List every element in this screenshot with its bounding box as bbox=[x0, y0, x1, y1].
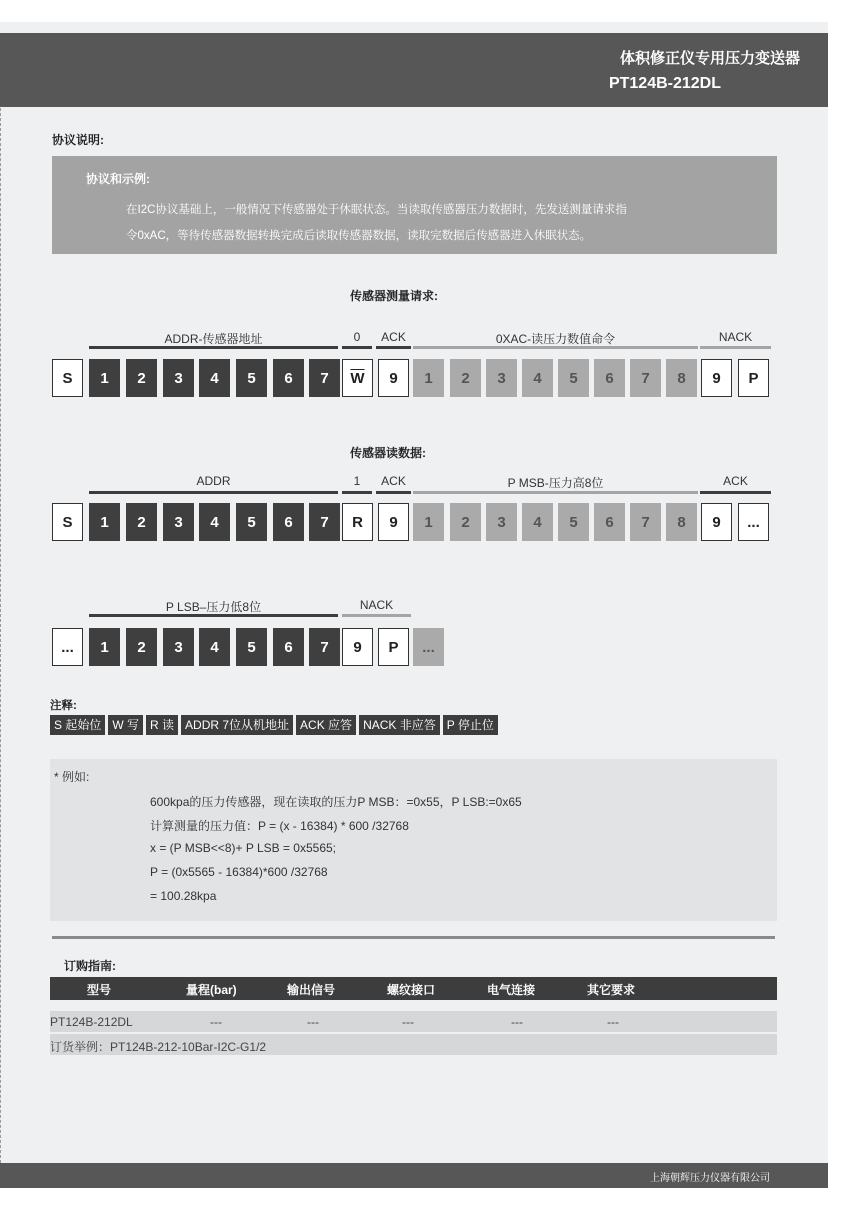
d2-cell-10: 1 bbox=[413, 503, 444, 541]
d1-cell-7: 7 bbox=[309, 359, 340, 397]
col-header-thread: 螺纹接口 bbox=[387, 983, 436, 997]
diagram2-title: 传感器读数据: bbox=[350, 446, 426, 460]
d3-cell-9: P bbox=[378, 628, 409, 666]
protocol-text-line-1: 在I2C协议基础上，一般情况下传感器处于休眠状态。当读取传感器压力数据时，先发送测量请求指 bbox=[126, 204, 627, 216]
legend-nack: NACK 非应答 bbox=[359, 715, 440, 735]
d1-cell-18: 9 bbox=[701, 359, 732, 397]
d1-cell-10: 1 bbox=[413, 359, 444, 397]
d1-cell-3: 3 bbox=[163, 359, 194, 397]
d2-cell-7: 7 bbox=[309, 503, 340, 541]
col-header-output: 输出信号 bbox=[287, 983, 336, 997]
d1-cell-8: $\overline{W}$ bbox=[342, 359, 373, 397]
d3-cell-2: 2 bbox=[126, 628, 157, 666]
d2-bar-one bbox=[342, 491, 372, 494]
d1-cell-0: S bbox=[52, 359, 83, 397]
d2-cell-2: 2 bbox=[126, 503, 157, 541]
d2-cell-11: 2 bbox=[450, 503, 481, 541]
col-header-electrical: 电气连接 bbox=[487, 983, 536, 997]
d2-label-ack2: ACK bbox=[723, 474, 748, 488]
example-line-2: 计算测量的压力值：P = (x - 16384) * 600 /32768 bbox=[150, 819, 409, 833]
d1-label-zero: 0 bbox=[353, 330, 361, 344]
d3-cell-1: 1 bbox=[89, 628, 120, 666]
d2-label-addr: ADDR bbox=[196, 474, 231, 488]
d1-cell-2: 2 bbox=[126, 359, 157, 397]
example-line-1: 600kpa的压力传感器，现在读取的压力P MSB：=0x55，P LSB:=0x65 bbox=[150, 795, 522, 809]
d3-cell-6: 6 bbox=[273, 628, 304, 666]
d1-cell-4: 4 bbox=[199, 359, 230, 397]
legend-ack: ACK 应答 bbox=[296, 715, 356, 735]
header-bar bbox=[0, 33, 828, 107]
d2-cell-17: 8 bbox=[666, 503, 697, 541]
legend-read: R 读 bbox=[146, 715, 178, 735]
d2-cell-18: 9 bbox=[701, 503, 732, 541]
d1-bar-nack bbox=[700, 346, 771, 349]
d1-cell-17: 8 bbox=[666, 359, 697, 397]
d1-cell-9: 9 bbox=[378, 359, 409, 397]
legend-write: W 写 bbox=[108, 715, 143, 735]
example-label: * 例如: bbox=[54, 770, 90, 784]
model-title: PT124B-212DL bbox=[608, 75, 721, 92]
d3-bar-lsb bbox=[89, 614, 338, 617]
protocol-box bbox=[52, 156, 777, 254]
d3-cell-3: 3 bbox=[163, 628, 194, 666]
cell-output: --- bbox=[307, 1015, 319, 1029]
d2-cell-16: 7 bbox=[630, 503, 661, 541]
left-dashed-border bbox=[0, 108, 1, 1168]
d2-cell-6: 6 bbox=[273, 503, 304, 541]
d3-cell-7: 7 bbox=[309, 628, 340, 666]
d3-bar-nack bbox=[342, 614, 411, 617]
order-table-header bbox=[50, 977, 777, 1000]
d1-label-ack: ACK bbox=[381, 330, 406, 344]
d1-cell-15: 6 bbox=[594, 359, 625, 397]
cell-model: PT124B-212DL bbox=[50, 1015, 133, 1029]
cell-other: --- bbox=[607, 1015, 619, 1029]
d2-label-ack: ACK bbox=[381, 474, 406, 488]
d2-cell-1: 1 bbox=[89, 503, 120, 541]
section-divider bbox=[52, 936, 775, 939]
d3-label-nack: NACK bbox=[359, 598, 394, 612]
example-box bbox=[50, 759, 777, 921]
table-row bbox=[50, 1011, 777, 1032]
d1-label-cmd: 0XAC-读压力数值命令 bbox=[495, 332, 616, 346]
d1-cell-16: 7 bbox=[630, 359, 661, 397]
d1-label-nack: NACK bbox=[718, 330, 753, 344]
protocol-heading: 协议说明: bbox=[52, 133, 104, 147]
example-line-3: x = (P MSB<<8)+ P LSB = 0x5565; bbox=[150, 841, 337, 855]
col-header-other: 其它要求 bbox=[587, 983, 636, 997]
protocol-box-title: 协议和示例: bbox=[86, 172, 150, 186]
d2-bar-msb bbox=[413, 491, 698, 494]
notes-legend bbox=[50, 715, 498, 735]
d2-cell-12: 3 bbox=[486, 503, 517, 541]
order-example: 订货举例：PT124B-212-10Bar-I2C-G1/2 bbox=[50, 1040, 267, 1054]
d1-cell-13: 4 bbox=[522, 359, 553, 397]
protocol-text-line-2: 令0xAC，等待传感器数据转换完成后读取传感器数据，读取完数据后传感器进入休眠状态。 bbox=[126, 230, 592, 242]
d1-cell-5: 5 bbox=[236, 359, 267, 397]
d2-cell-9: 9 bbox=[378, 503, 409, 541]
footer-bar bbox=[0, 1163, 828, 1188]
d2-label-one: 1 bbox=[353, 474, 361, 488]
d2-bar-addr bbox=[89, 491, 338, 494]
d2-cell-13: 4 bbox=[522, 503, 553, 541]
page-title: 体积修正仪专用压力变送器 bbox=[619, 50, 800, 67]
d1-cell-1: 1 bbox=[89, 359, 120, 397]
d3-cell-0: ... bbox=[52, 628, 83, 666]
d1-bar-addr bbox=[89, 346, 338, 349]
d1-cell-11: 2 bbox=[450, 359, 481, 397]
order-heading: 订购指南: bbox=[64, 959, 116, 973]
company-name: 上海朝辉压力仪器有限公司 bbox=[650, 1173, 770, 1184]
d1-bar-cmd bbox=[413, 346, 698, 349]
d2-bar-ack bbox=[376, 491, 411, 494]
cell-electrical: --- bbox=[511, 1015, 523, 1029]
order-example-row bbox=[50, 1034, 777, 1055]
d1-cell-12: 3 bbox=[486, 359, 517, 397]
example-line-5: = 100.28kpa bbox=[150, 889, 217, 903]
legend-addr: ADDR 7位从机地址 bbox=[181, 715, 293, 735]
col-header-model: 型号 bbox=[87, 983, 112, 997]
cell-range: --- bbox=[210, 1015, 222, 1029]
legend-start: S 起始位 bbox=[50, 715, 105, 735]
d1-bar-zero bbox=[342, 346, 372, 349]
d2-bar-ack2 bbox=[700, 491, 771, 494]
d2-cell-0: S bbox=[52, 503, 83, 541]
d1-cell-6: 6 bbox=[273, 359, 304, 397]
d2-cell-5: 5 bbox=[236, 503, 267, 541]
d3-cell-4: 4 bbox=[199, 628, 230, 666]
d3-label-lsb: P LSB–压力低8位 bbox=[165, 600, 262, 614]
example-line-4: P = (0x5565 - 16384)*600 /32768 bbox=[150, 865, 328, 879]
d2-cell-15: 6 bbox=[594, 503, 625, 541]
d3-cell-10: ... bbox=[413, 628, 444, 666]
d1-cell-19: P bbox=[738, 359, 769, 397]
d3-cell-5: 5 bbox=[236, 628, 267, 666]
d2-cell-8: R bbox=[342, 503, 373, 541]
cell-thread: --- bbox=[402, 1015, 414, 1029]
d2-cell-4: 4 bbox=[199, 503, 230, 541]
d2-cell-19: ... bbox=[738, 503, 769, 541]
d3-cell-8: 9 bbox=[342, 628, 373, 666]
d2-label-msb: P MSB-压力高8位 bbox=[507, 476, 604, 490]
notes-heading: 注释: bbox=[50, 700, 77, 712]
d2-cell-3: 3 bbox=[163, 503, 194, 541]
col-header-range: 量程(bar) bbox=[186, 983, 237, 997]
d1-bar-ack bbox=[376, 346, 411, 349]
diagram1-title: 传感器测量请求: bbox=[350, 289, 438, 303]
d1-label-addr: ADDR-传感器地址 bbox=[164, 332, 263, 346]
d2-cell-14: 5 bbox=[558, 503, 589, 541]
legend-stop: P 停止位 bbox=[443, 715, 498, 735]
d1-cell-14: 5 bbox=[558, 359, 589, 397]
